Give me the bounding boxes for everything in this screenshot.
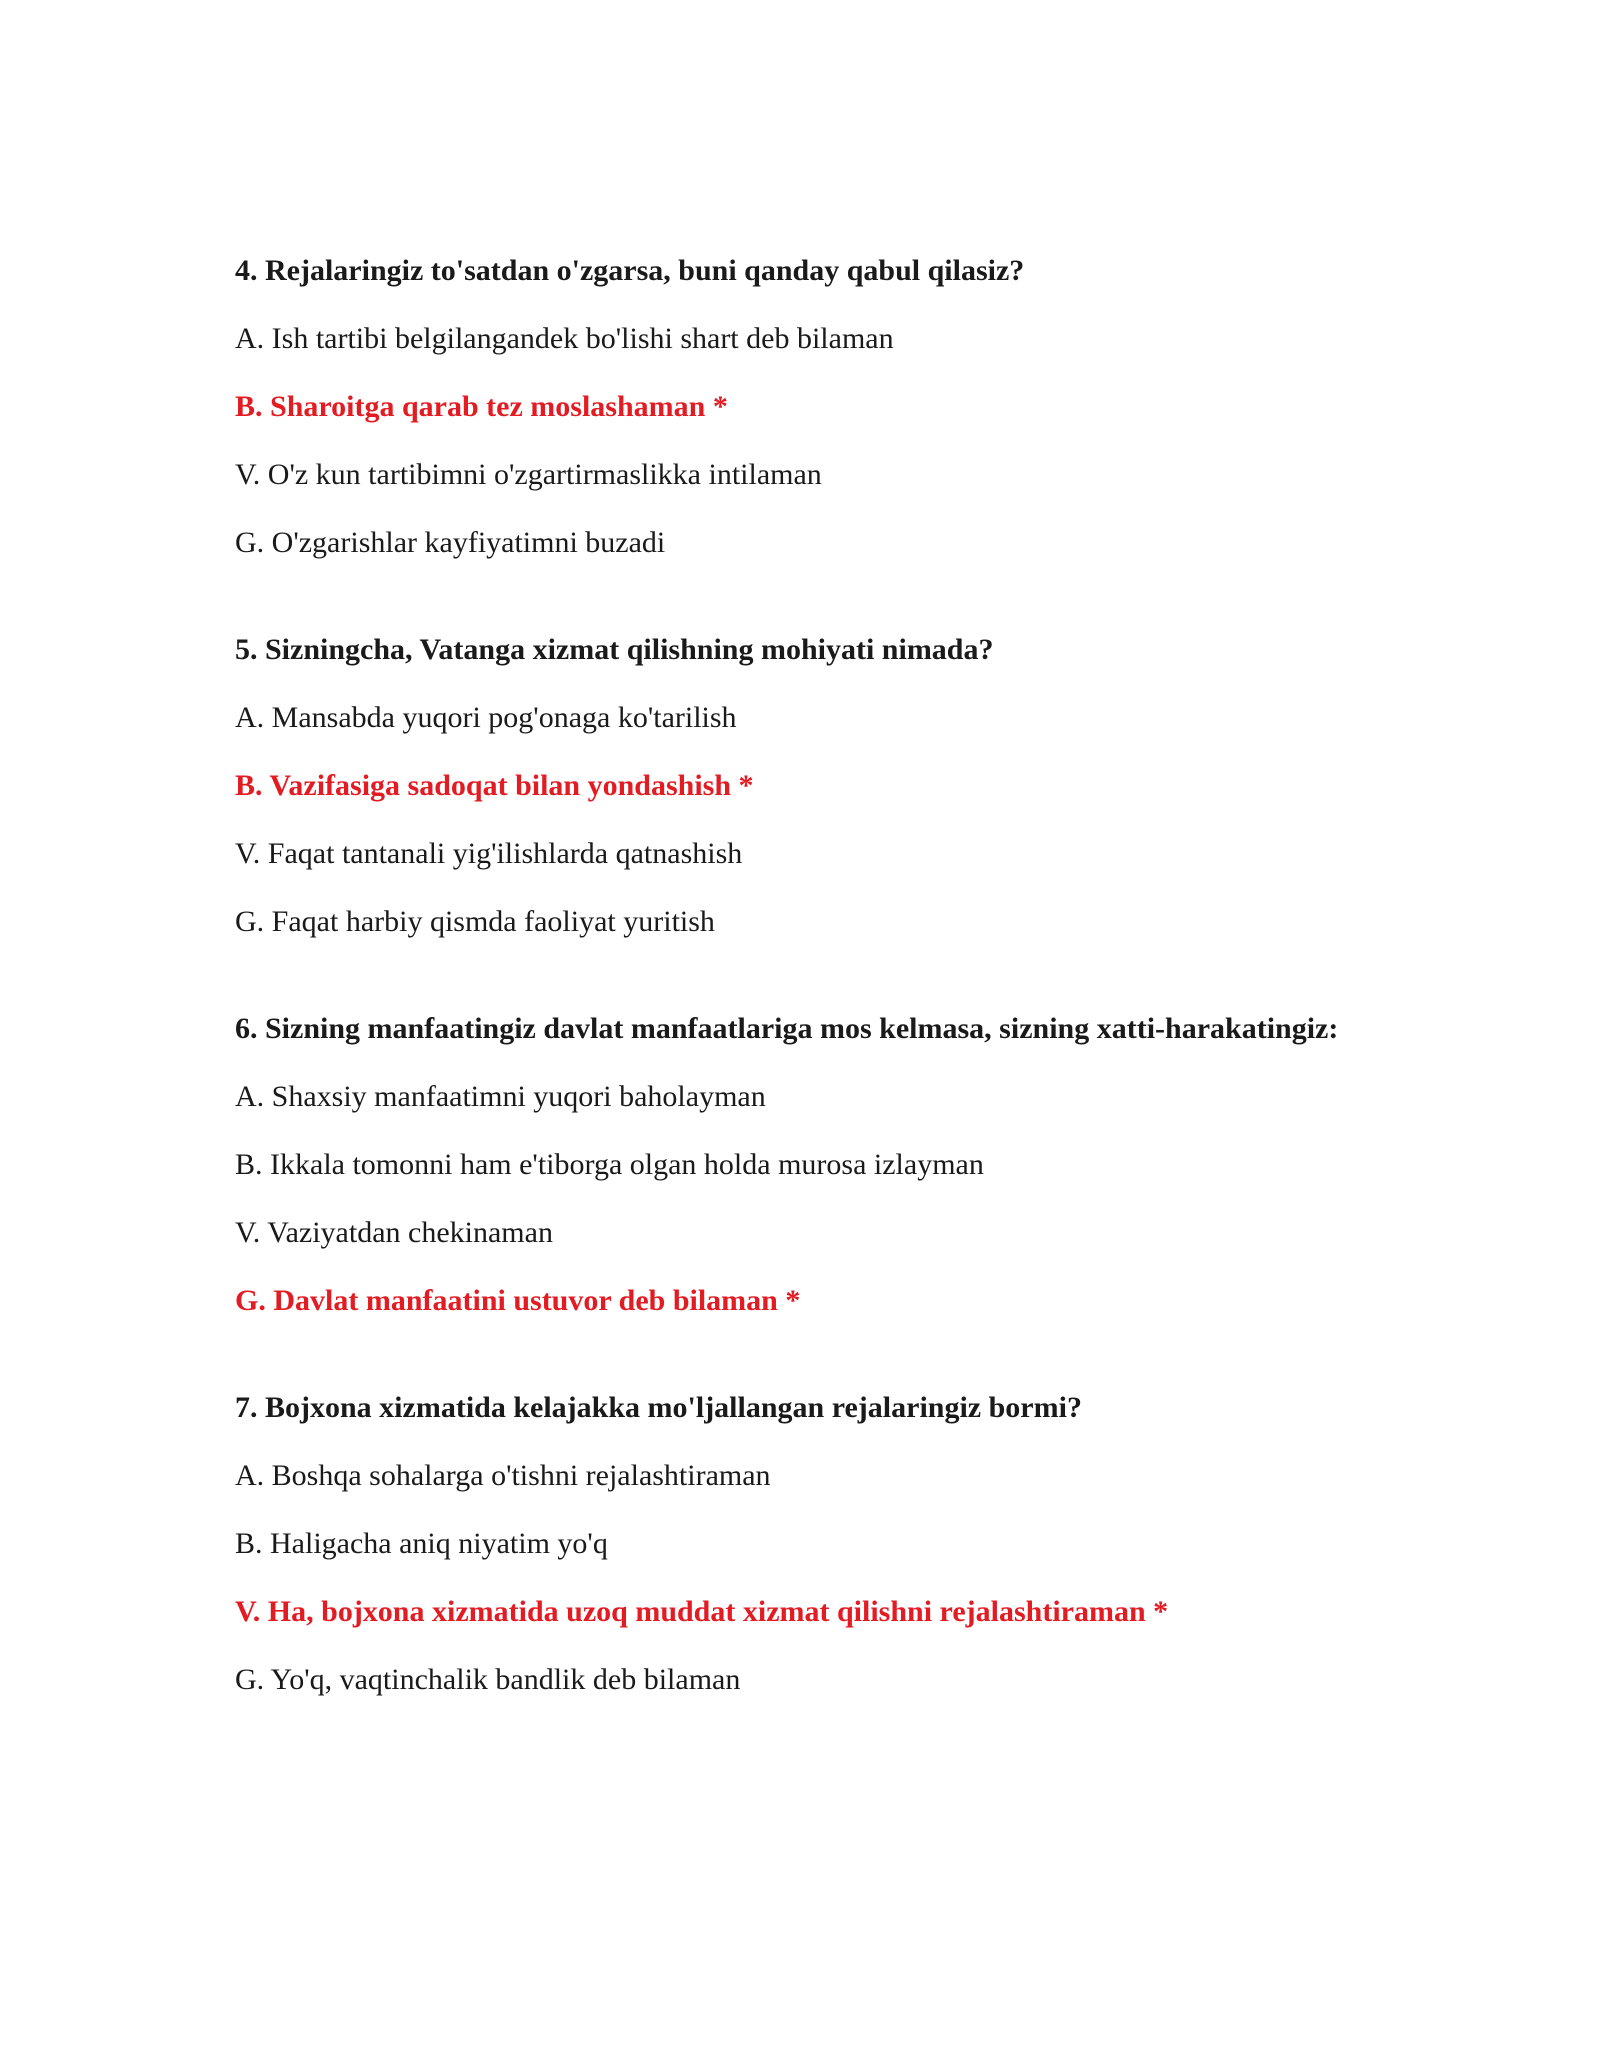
answer-option-correct: B. Sharoitga qarab tez moslashaman * [235,390,728,423]
question-title: 5. Sizningcha, Vatanga xizmat qilishning mohiyati nimada? [235,633,994,666]
answer-option-correct: B. Vazifasiga sadoqat bilan yondashish * [235,769,754,802]
answer-option-correct: V. Ha, bojxona xizmatida uzoq muddat xizmat qilishni rejalashtiraman * [235,1595,1169,1628]
answer-option: G. Faqat harbiy qismda faoliyat yuritish [235,905,715,938]
answer-option: G. Yo'q, vaqtinchalik bandlik deb bilaman [235,1663,741,1696]
answer-option-correct: G. Davlat manfaatini ustuvor deb bilaman * [235,1284,801,1317]
question-block-7 [235,1387,1365,1700]
answer-option: B. Haligacha aniq niyatim yo'q [235,1527,608,1560]
question-title: 7. Bojxona xizmatida kelajakka mo'ljallangan rejalaringiz bormi? [235,1391,1082,1424]
answer-option: G. O'zgarishlar kayfiyatimni buzadi [235,526,666,559]
question-block-4 [235,250,1365,563]
answer-option: A. Shaxsiy manfaatimni yuqori baholayman [235,1080,766,1113]
answer-option: V. Vaziyatdan chekinaman [235,1216,553,1249]
answer-option: V. Faqat tantanali yig'ilishlarda qatnashish [235,837,743,870]
question-block-5 [235,629,1365,942]
question-block-6 [235,1008,1365,1321]
document-page [235,250,1365,1766]
question-title: 4. Rejalaringiz to'satdan o'zgarsa, buni qanday qabul qilasiz? [235,254,1025,287]
answer-option: V. O'z kun tartibimni o'zgartirmaslikka intilaman [235,458,822,491]
answer-option: A. Ish tartibi belgilangandek bo'lishi shart deb bilaman [235,322,894,355]
answer-option: A. Boshqa sohalarga o'tishni rejalashtiraman [235,1459,771,1492]
question-title: 6. Sizning manfaatingiz davlat manfaatlariga mos kelmasa, sizning xatti-harakatingiz: [235,1012,1339,1045]
answer-option: A. Mansabda yuqori pog'onaga ko'tarilish [235,701,737,734]
answer-option: B. Ikkala tomonni ham e'tiborga olgan holda murosa izlayman [235,1148,984,1181]
